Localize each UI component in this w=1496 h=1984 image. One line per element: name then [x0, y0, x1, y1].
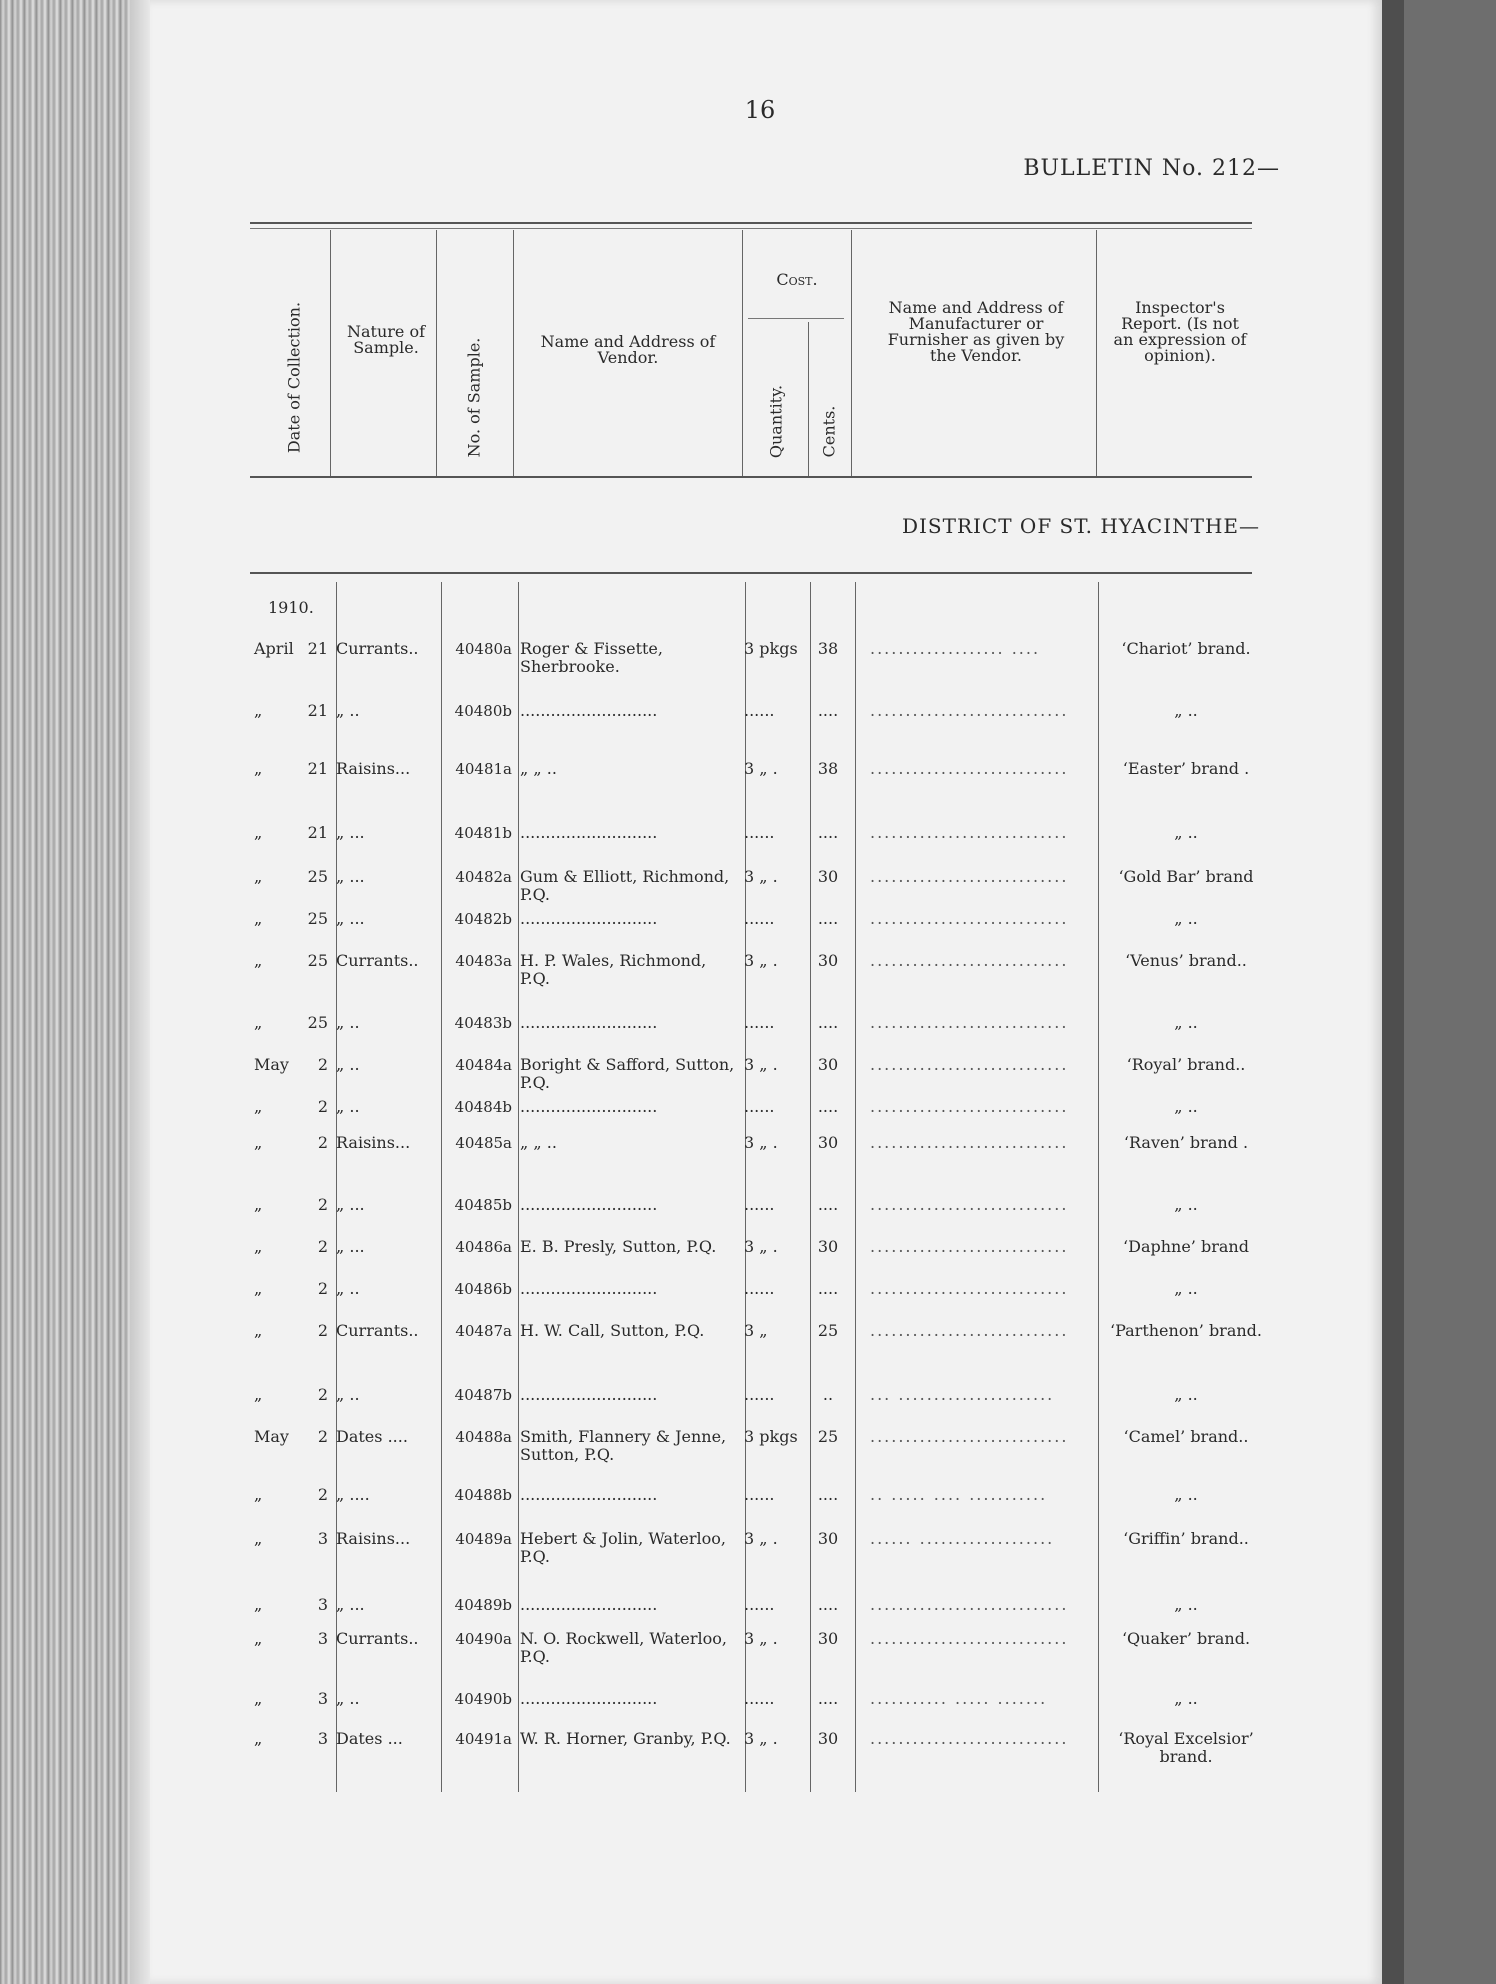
sample-number: 40487a [455, 1322, 512, 1340]
table-row [250, 1428, 1270, 1488]
header-cost: Cost. [776, 270, 818, 289]
inspector-report: ‘Venus’ brand.. [1125, 951, 1247, 970]
header-col-line [742, 230, 743, 476]
cost-cents: 38 [817, 759, 839, 778]
sample-number: 40482a [455, 868, 512, 886]
inspector-report: ‘Camel’ brand.. [1123, 1427, 1249, 1446]
header-col-line [436, 230, 437, 476]
cost-quantity: 3 pkgs [744, 1427, 798, 1446]
date-day: 2 [317, 1321, 328, 1340]
inspector-report: ‘Easter’ brand . [1122, 759, 1250, 778]
vendor-name: Roger & Fissette, Sherbrooke. [520, 639, 663, 676]
sample-number: 40490a [455, 1630, 512, 1648]
date-month: „ [254, 909, 263, 928]
cost-cents: .. [822, 1385, 834, 1404]
cost-quantity: ...... [744, 1279, 775, 1298]
header-col-line [1096, 230, 1097, 476]
cost-quantity: ...... [744, 1097, 775, 1116]
date-day: 2 [317, 1237, 328, 1256]
cost-cents: 30 [817, 1055, 839, 1074]
vendor-name: ........................... [520, 1385, 658, 1404]
date-month: April [254, 639, 294, 658]
cost-quantity: ...... [744, 1195, 775, 1214]
cost-cents: .... [817, 1013, 839, 1032]
date-month: „ [254, 1385, 263, 1404]
cost-quantity: 3 pkgs [744, 639, 798, 658]
manufacturer: ............................ [870, 1630, 1069, 1648]
cost-quantity: 3 „ . [744, 759, 778, 778]
sample-nature: „ ... [336, 1195, 365, 1214]
header-col-line [851, 230, 852, 476]
date-day: 3 [317, 1729, 328, 1748]
vendor-name: Gum & Elliott, Richmond, P.Q. [520, 867, 730, 904]
year-label: 1910. [268, 598, 314, 617]
date-day: 2 [317, 1055, 328, 1074]
cost-quantity: ...... [744, 1485, 775, 1504]
inspector-report: ‘Quaker’ brand. [1121, 1629, 1251, 1648]
header-cents: Cents. [819, 405, 839, 458]
cost-cents: .... [817, 1485, 839, 1504]
sample-number: 40486b [454, 1280, 512, 1298]
cost-cents: .... [817, 909, 839, 928]
inspector-report: ‘Royal Excelsior’ brand. [1118, 1729, 1254, 1766]
manufacturer: ............................ [870, 1056, 1069, 1074]
inspector-report: ‘Gold Bar’ brand [1118, 867, 1254, 886]
cost-quantity: ...... [744, 909, 775, 928]
sample-nature: „ .. [336, 1013, 360, 1032]
date-month: May [254, 1055, 289, 1074]
date-month: „ [254, 701, 263, 720]
top-rule [250, 222, 1252, 224]
date-day: 2 [317, 1097, 328, 1116]
date-month: „ [254, 1133, 263, 1152]
manufacturer: ............................ [870, 702, 1069, 720]
cost-cents: 30 [817, 867, 839, 886]
vendor-name: ........................... [520, 1279, 658, 1298]
sample-number: 40485b [454, 1196, 512, 1214]
cost-cents: 30 [817, 951, 839, 970]
table-row [250, 1322, 1270, 1382]
sample-number: 40488b [454, 1486, 512, 1504]
vendor-name: ........................... [520, 909, 658, 928]
date-month: „ [254, 951, 263, 970]
manufacturer: .. ..... .... ........... [870, 1486, 1048, 1504]
cost-cents: 30 [817, 1133, 839, 1152]
vendor-name: ........................... [520, 701, 658, 720]
header-manufacturer: Name and Address of Manufacturer or Furnisher as given by the Vendor. [887, 298, 1065, 365]
cost-quantity: ...... [744, 1013, 775, 1032]
sample-nature: „ .. [336, 701, 360, 720]
page-shadow-strip [1382, 0, 1404, 1984]
book-page-edges [0, 0, 150, 1984]
sample-number: 40480a [455, 640, 512, 658]
manufacturer: ............................ [870, 824, 1069, 842]
sample-nature: „ ... [336, 823, 365, 842]
table-row [250, 760, 1270, 820]
table-row [250, 952, 1270, 1012]
inspector-report: „ .. [1174, 1279, 1198, 1298]
vendor-name: N. O. Rockwell, Waterloo, P.Q. [520, 1629, 728, 1666]
inspector-report: „ .. [1174, 909, 1198, 928]
table-row [250, 640, 1270, 700]
date-day: 2 [317, 1195, 328, 1214]
date-day: 21 [307, 701, 328, 720]
table-row [250, 1730, 1270, 1790]
date-month: „ [254, 1321, 263, 1340]
manufacturer: ............................ [870, 952, 1069, 970]
inspector-report: „ .. [1174, 823, 1198, 842]
cost-quantity: 3 „ . [744, 1729, 778, 1748]
vendor-name: ........................... [520, 1689, 658, 1708]
manufacturer: ............................ [870, 910, 1069, 928]
sample-nature: „ .. [336, 1689, 360, 1708]
sample-number: 40483a [455, 952, 512, 970]
manufacturer: ............................ [870, 1428, 1069, 1446]
header-report: Inspector's Report. (Is not an expression of opinion). [1113, 298, 1247, 365]
scan-background [1404, 0, 1496, 1984]
manufacturer: ............................ [870, 1196, 1069, 1214]
vendor-name: ........................... [520, 823, 658, 842]
date-month: „ [254, 1097, 263, 1116]
date-month: „ [254, 1237, 263, 1256]
manufacturer: ............................ [870, 1280, 1069, 1298]
date-day: 21 [307, 639, 328, 658]
header-no: No. of Sample. [464, 337, 484, 458]
manufacturer: ........... ..... ....... [870, 1690, 1048, 1708]
date-month: „ [254, 1013, 263, 1032]
sample-nature: „ ... [336, 1595, 365, 1614]
inspector-report: „ .. [1174, 1485, 1198, 1504]
date-month: „ [254, 1529, 263, 1548]
date-day: 2 [317, 1385, 328, 1404]
date-month: „ [254, 1729, 263, 1748]
cost-cents: .... [817, 823, 839, 842]
inspector-report: „ .. [1174, 1097, 1198, 1116]
date-day: 25 [307, 1013, 328, 1032]
cost-cents: .... [817, 1279, 839, 1298]
manufacturer: ............................ [870, 1098, 1069, 1116]
top-rule-thin [250, 228, 1252, 229]
sample-nature: Currants.. [336, 639, 419, 658]
sample-nature: „ ... [336, 867, 365, 886]
inspector-report: ‘Griffin’ brand.. [1123, 1529, 1249, 1548]
cost-quantity: 3 „ . [744, 1529, 778, 1548]
sample-nature: „ .. [336, 1055, 360, 1074]
cost-cents: 30 [817, 1529, 839, 1548]
cost-quantity: 3 „ . [744, 867, 778, 886]
sample-nature: Raisins... [336, 1133, 411, 1152]
manufacturer: ... ...................... [870, 1386, 1055, 1404]
cost-cents: 25 [817, 1427, 839, 1446]
date-month: „ [254, 759, 263, 778]
sample-number: 40485a [455, 1134, 512, 1152]
manufacturer: ............................ [870, 1730, 1069, 1748]
inspector-report: ‘Parthenon’ brand. [1110, 1321, 1262, 1340]
sample-number: 40483b [454, 1014, 512, 1032]
header-vendor: Name and Address of Vendor. [540, 332, 716, 367]
cost-quantity: ...... [744, 701, 775, 720]
sample-number: 40486a [455, 1238, 512, 1256]
sample-number: 40480b [454, 702, 512, 720]
sample-number: 40491a [455, 1730, 512, 1748]
manufacturer: ............................ [870, 1014, 1069, 1032]
cost-quantity: ...... [744, 1689, 775, 1708]
cost-cents: 30 [817, 1237, 839, 1256]
cost-quantity: 3 „ [744, 1321, 768, 1340]
date-day: 21 [307, 823, 328, 842]
vendor-name: W. R. Horner, Granby, P.Q. [520, 1729, 731, 1748]
vendor-name: Boright & Safford, Sutton, P.Q. [520, 1055, 735, 1092]
inspector-report: ‘Chariot’ brand. [1121, 639, 1251, 658]
sample-nature: „ .. [336, 1097, 360, 1116]
vendor-name: ........................... [520, 1595, 658, 1614]
table-row [250, 1134, 1270, 1194]
page-number: 16 [744, 96, 776, 124]
table-row [250, 1630, 1270, 1690]
date-day: 21 [307, 759, 328, 778]
vendor-name: Smith, Flannery & Jenne, Sutton, P.Q. [520, 1427, 727, 1464]
cost-quantity: 3 „ . [744, 1055, 778, 1074]
cost-cents: .... [817, 1595, 839, 1614]
date-month: „ [254, 1195, 263, 1214]
manufacturer: ...... ................... [870, 1530, 1055, 1548]
date-day: 3 [317, 1629, 328, 1648]
cost-quantity: 3 „ . [744, 951, 778, 970]
header-nature: Nature of Sample. [346, 322, 426, 357]
vendor-name: ........................... [520, 1195, 658, 1214]
running-head: BULLETIN No. 212— [1023, 156, 1280, 181]
sample-nature: Currants.. [336, 1321, 419, 1340]
sample-number: 40489b [454, 1596, 512, 1614]
cost-cents: 30 [817, 1629, 839, 1648]
date-month: „ [254, 823, 263, 842]
cost-cents: 25 [817, 1321, 839, 1340]
vendor-name: E. B. Presly, Sutton, P.Q. [520, 1237, 717, 1256]
sample-number: 40487b [454, 1386, 512, 1404]
sample-nature: Raisins... [336, 1529, 411, 1548]
date-day: 2 [317, 1427, 328, 1446]
vendor-name: „ „ .. [520, 759, 557, 778]
date-day: 2 [317, 1485, 328, 1504]
inspector-report: „ .. [1174, 1689, 1198, 1708]
sample-nature: Raisins... [336, 759, 411, 778]
district-rule [250, 572, 1252, 574]
vendor-name: H. W. Call, Sutton, P.Q. [520, 1321, 705, 1340]
inspector-report: ‘Royal’ brand.. [1126, 1055, 1246, 1074]
date-day: 25 [307, 909, 328, 928]
date-month: „ [254, 1595, 263, 1614]
manufacturer: ............................ [870, 1322, 1069, 1340]
manufacturer: ............................ [870, 1134, 1069, 1152]
cost-cents: .... [817, 1689, 839, 1708]
sample-number: 40484b [454, 1098, 512, 1116]
date-day: 25 [307, 867, 328, 886]
manufacturer: ............................ [870, 1238, 1069, 1256]
manufacturer: ............................ [870, 760, 1069, 778]
manufacturer: ................... .... [870, 640, 1041, 658]
vendor-name: H. P. Wales, Richmond, P.Q. [520, 951, 707, 988]
inspector-report: „ .. [1174, 701, 1198, 720]
cost-rule [748, 318, 844, 319]
sample-nature: „ .. [336, 1385, 360, 1404]
sample-number: 40489a [455, 1530, 512, 1548]
sample-nature: „ .. [336, 1279, 360, 1298]
date-day: 3 [317, 1595, 328, 1614]
inspector-report: „ .. [1174, 1385, 1198, 1404]
inspector-report: „ .. [1174, 1195, 1198, 1214]
sample-nature: Dates ... [336, 1729, 403, 1748]
date-month: „ [254, 867, 263, 886]
date-month: May [254, 1427, 289, 1446]
header-col-line [330, 230, 331, 476]
sample-nature: Dates .... [336, 1427, 408, 1446]
sample-nature: „ .... [336, 1485, 370, 1504]
header-col-line [808, 322, 809, 476]
header-quantity: Quantity. [766, 384, 786, 459]
sample-number: 40488a [455, 1428, 512, 1446]
cost-cents: .... [817, 1097, 839, 1116]
cost-quantity: 3 „ . [744, 1629, 778, 1648]
table-row [250, 702, 1270, 762]
inspector-report: „ .. [1174, 1595, 1198, 1614]
header-bottom-rule [250, 476, 1252, 478]
vendor-name: ........................... [520, 1013, 658, 1032]
cost-quantity: ...... [744, 1595, 775, 1614]
vendor-name: „ „ .. [520, 1133, 557, 1152]
manufacturer: ............................ [870, 1596, 1069, 1614]
sample-nature: „ ... [336, 909, 365, 928]
cost-quantity: 3 „ . [744, 1133, 778, 1152]
cost-quantity: ...... [744, 1385, 775, 1404]
date-day: 2 [317, 1133, 328, 1152]
inspector-report: „ .. [1174, 1013, 1198, 1032]
district-heading: DISTRICT OF ST. HYACINTHE— [901, 514, 1260, 538]
sample-nature: „ ... [336, 1237, 365, 1256]
cost-cents: 30 [817, 1729, 839, 1748]
sample-number: 40482b [454, 910, 512, 928]
vendor-name: Hebert & Jolin, Waterloo, P.Q. [520, 1529, 726, 1566]
date-month: „ [254, 1279, 263, 1298]
cost-quantity: 3 „ . [744, 1237, 778, 1256]
table-row [250, 1530, 1270, 1590]
sample-nature: Currants.. [336, 1629, 419, 1648]
sample-number: 40484a [455, 1056, 512, 1074]
cost-cents: .... [817, 701, 839, 720]
header-col-line [513, 230, 514, 476]
header-date: Date of Collection. [284, 301, 304, 454]
cost-cents: 38 [817, 639, 839, 658]
cost-cents: .... [817, 1195, 839, 1214]
inspector-report: ‘Raven’ brand . [1123, 1133, 1249, 1152]
date-month: „ [254, 1689, 263, 1708]
date-day: 3 [317, 1529, 328, 1548]
sample-number: 40481b [454, 824, 512, 842]
date-month: „ [254, 1629, 263, 1648]
sample-nature: Currants.. [336, 951, 419, 970]
manufacturer: ............................ [870, 868, 1069, 886]
date-day: 2 [317, 1279, 328, 1298]
vendor-name: ........................... [520, 1485, 658, 1504]
sample-number: 40490b [454, 1690, 512, 1708]
date-day: 25 [307, 951, 328, 970]
date-day: 3 [317, 1689, 328, 1708]
date-month: „ [254, 1485, 263, 1504]
vendor-name: ........................... [520, 1097, 658, 1116]
cost-quantity: ...... [744, 823, 775, 842]
inspector-report: ‘Daphne’ brand [1123, 1237, 1249, 1256]
sample-number: 40481a [455, 760, 512, 778]
